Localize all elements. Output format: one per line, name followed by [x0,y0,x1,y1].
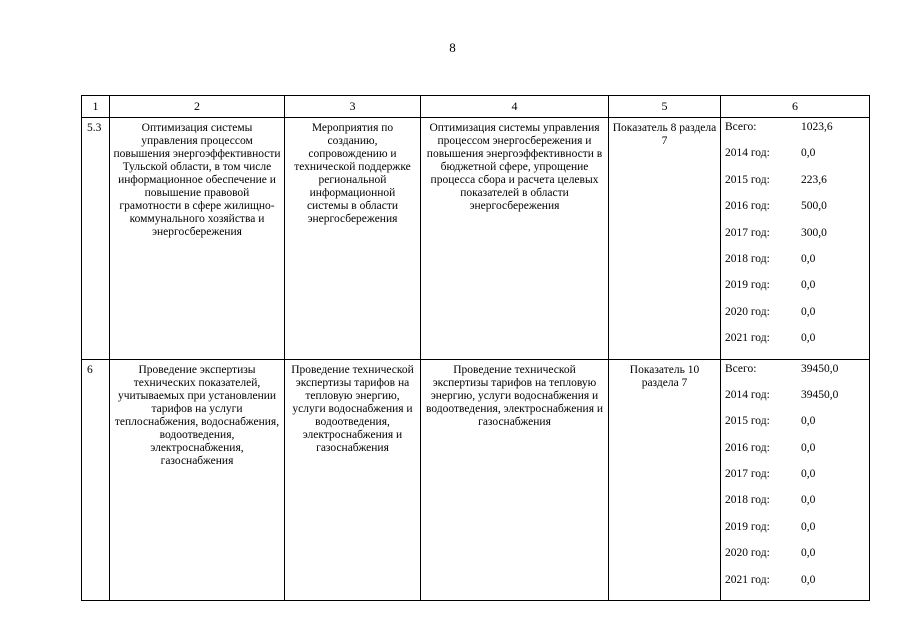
funding-value: 0,0 [801,279,816,292]
column-header: 3 [285,96,421,118]
funding-row [725,332,869,358]
measure-cell: Проведение технической экспертизы тарифов на тепловую энергию, услуги водоснабжения и водоотведения, электроснабжения и газоснабжения [285,359,421,601]
funding-label: 2017 год: [725,226,770,239]
funding-label: 2020 год: [725,547,770,560]
funding-label: 2019 год: [725,520,770,533]
indicator-cell: Показатель 8 раздела 7 [609,118,721,360]
funding-row [725,389,869,415]
funding-value: 0,0 [801,468,816,481]
funding-cell [721,359,870,601]
task-cell: Оптимизация системы управления процессом повышения энергоэффективности Тульской области, в том числе информационное обеспечение и повышение правовой грамотности в сфере жилищно-коммунального хозяйства и энергосбережения [110,118,285,360]
funding-value: 0,0 [801,520,816,533]
funding-row [725,121,869,147]
funding-label: 2021 год: [725,573,770,586]
funding-value: 0,0 [801,494,816,507]
funding-value: 0,0 [801,415,816,428]
funding-row [725,253,869,279]
measures-table [81,95,870,601]
funding-value: 223,6 [801,173,827,186]
funding-row [725,147,869,173]
row-number: 6 [82,359,110,601]
funding-label: Всего: [725,362,757,375]
funding-label: 2020 год: [725,305,770,318]
funding-row [725,415,869,441]
funding-value: 0,0 [801,332,816,345]
column-header: 2 [110,96,285,118]
funding-row [725,200,869,226]
funding-value: 39450,0 [801,388,839,401]
funding-row [725,574,869,600]
funding-row [725,363,869,389]
funding-list [721,118,869,359]
funding-label: 2015 год: [725,173,770,186]
funding-label: 2016 год: [725,441,770,454]
funding-value: 500,0 [801,200,827,213]
funding-value: 39450,0 [801,362,839,375]
funding-label: 2018 год: [725,252,770,265]
funding-value: 1023,6 [801,121,833,133]
funding-label: 2015 год: [725,415,770,428]
result-cell: Проведение технической экспертизы тарифов на тепловую энергию, услуги водоснабжения и водоотведения, электроснабжения и газоснабжения [421,359,609,601]
task-cell: Проведение экспертизы технических показателей, учитываемых при установлении тарифов на услуги теплоснабжения, водоснабжения, водоотведения, электроснабжения, газоснабжения [110,359,285,601]
funding-cell [721,118,870,360]
funding-row [725,174,869,200]
funding-value: 0,0 [801,547,816,560]
table-row [82,359,870,601]
funding-row [725,521,869,547]
funding-list [721,360,869,601]
funding-row [725,442,869,468]
funding-value: 0,0 [801,252,816,265]
funding-value: 0,0 [801,441,816,454]
funding-label: 2014 год: [725,388,770,401]
funding-label: Всего: [725,121,757,133]
funding-row [725,279,869,305]
funding-label: 2017 год: [725,468,770,481]
indicator-cell: Показатель 10 раздела 7 [609,359,721,601]
result-cell: Оптимизация системы управления процессом энергосбережения и повышения энергоэффективности в бюджетной сфере, упрощение процесса сбора и расчета целевых показателей в области энергосбережения [421,118,609,360]
funding-row [725,547,869,573]
funding-label: 2019 год: [725,279,770,292]
funding-row [725,494,869,520]
column-header: 6 [721,96,870,118]
funding-value: 0,0 [801,147,816,160]
row-number: 5.3 [82,118,110,360]
funding-label: 2018 год: [725,494,770,507]
column-header: 4 [421,96,609,118]
funding-value: 0,0 [801,305,816,318]
funding-label: 2016 год: [725,200,770,213]
column-header: 1 [82,96,110,118]
table-row [82,118,870,360]
table-header-row [82,96,870,118]
funding-row [725,468,869,494]
funding-row [725,227,869,253]
funding-row [725,306,869,332]
column-header: 5 [609,96,721,118]
funding-label: 2014 год: [725,147,770,160]
measure-cell: Мероприятия по созданию, сопровождению и технической поддержке региональной информационной системы в области энергосбережения [285,118,421,360]
funding-value: 0,0 [801,573,816,586]
page-number: 8 [449,40,456,55]
funding-value: 300,0 [801,226,827,239]
funding-label: 2021 год: [725,332,770,345]
